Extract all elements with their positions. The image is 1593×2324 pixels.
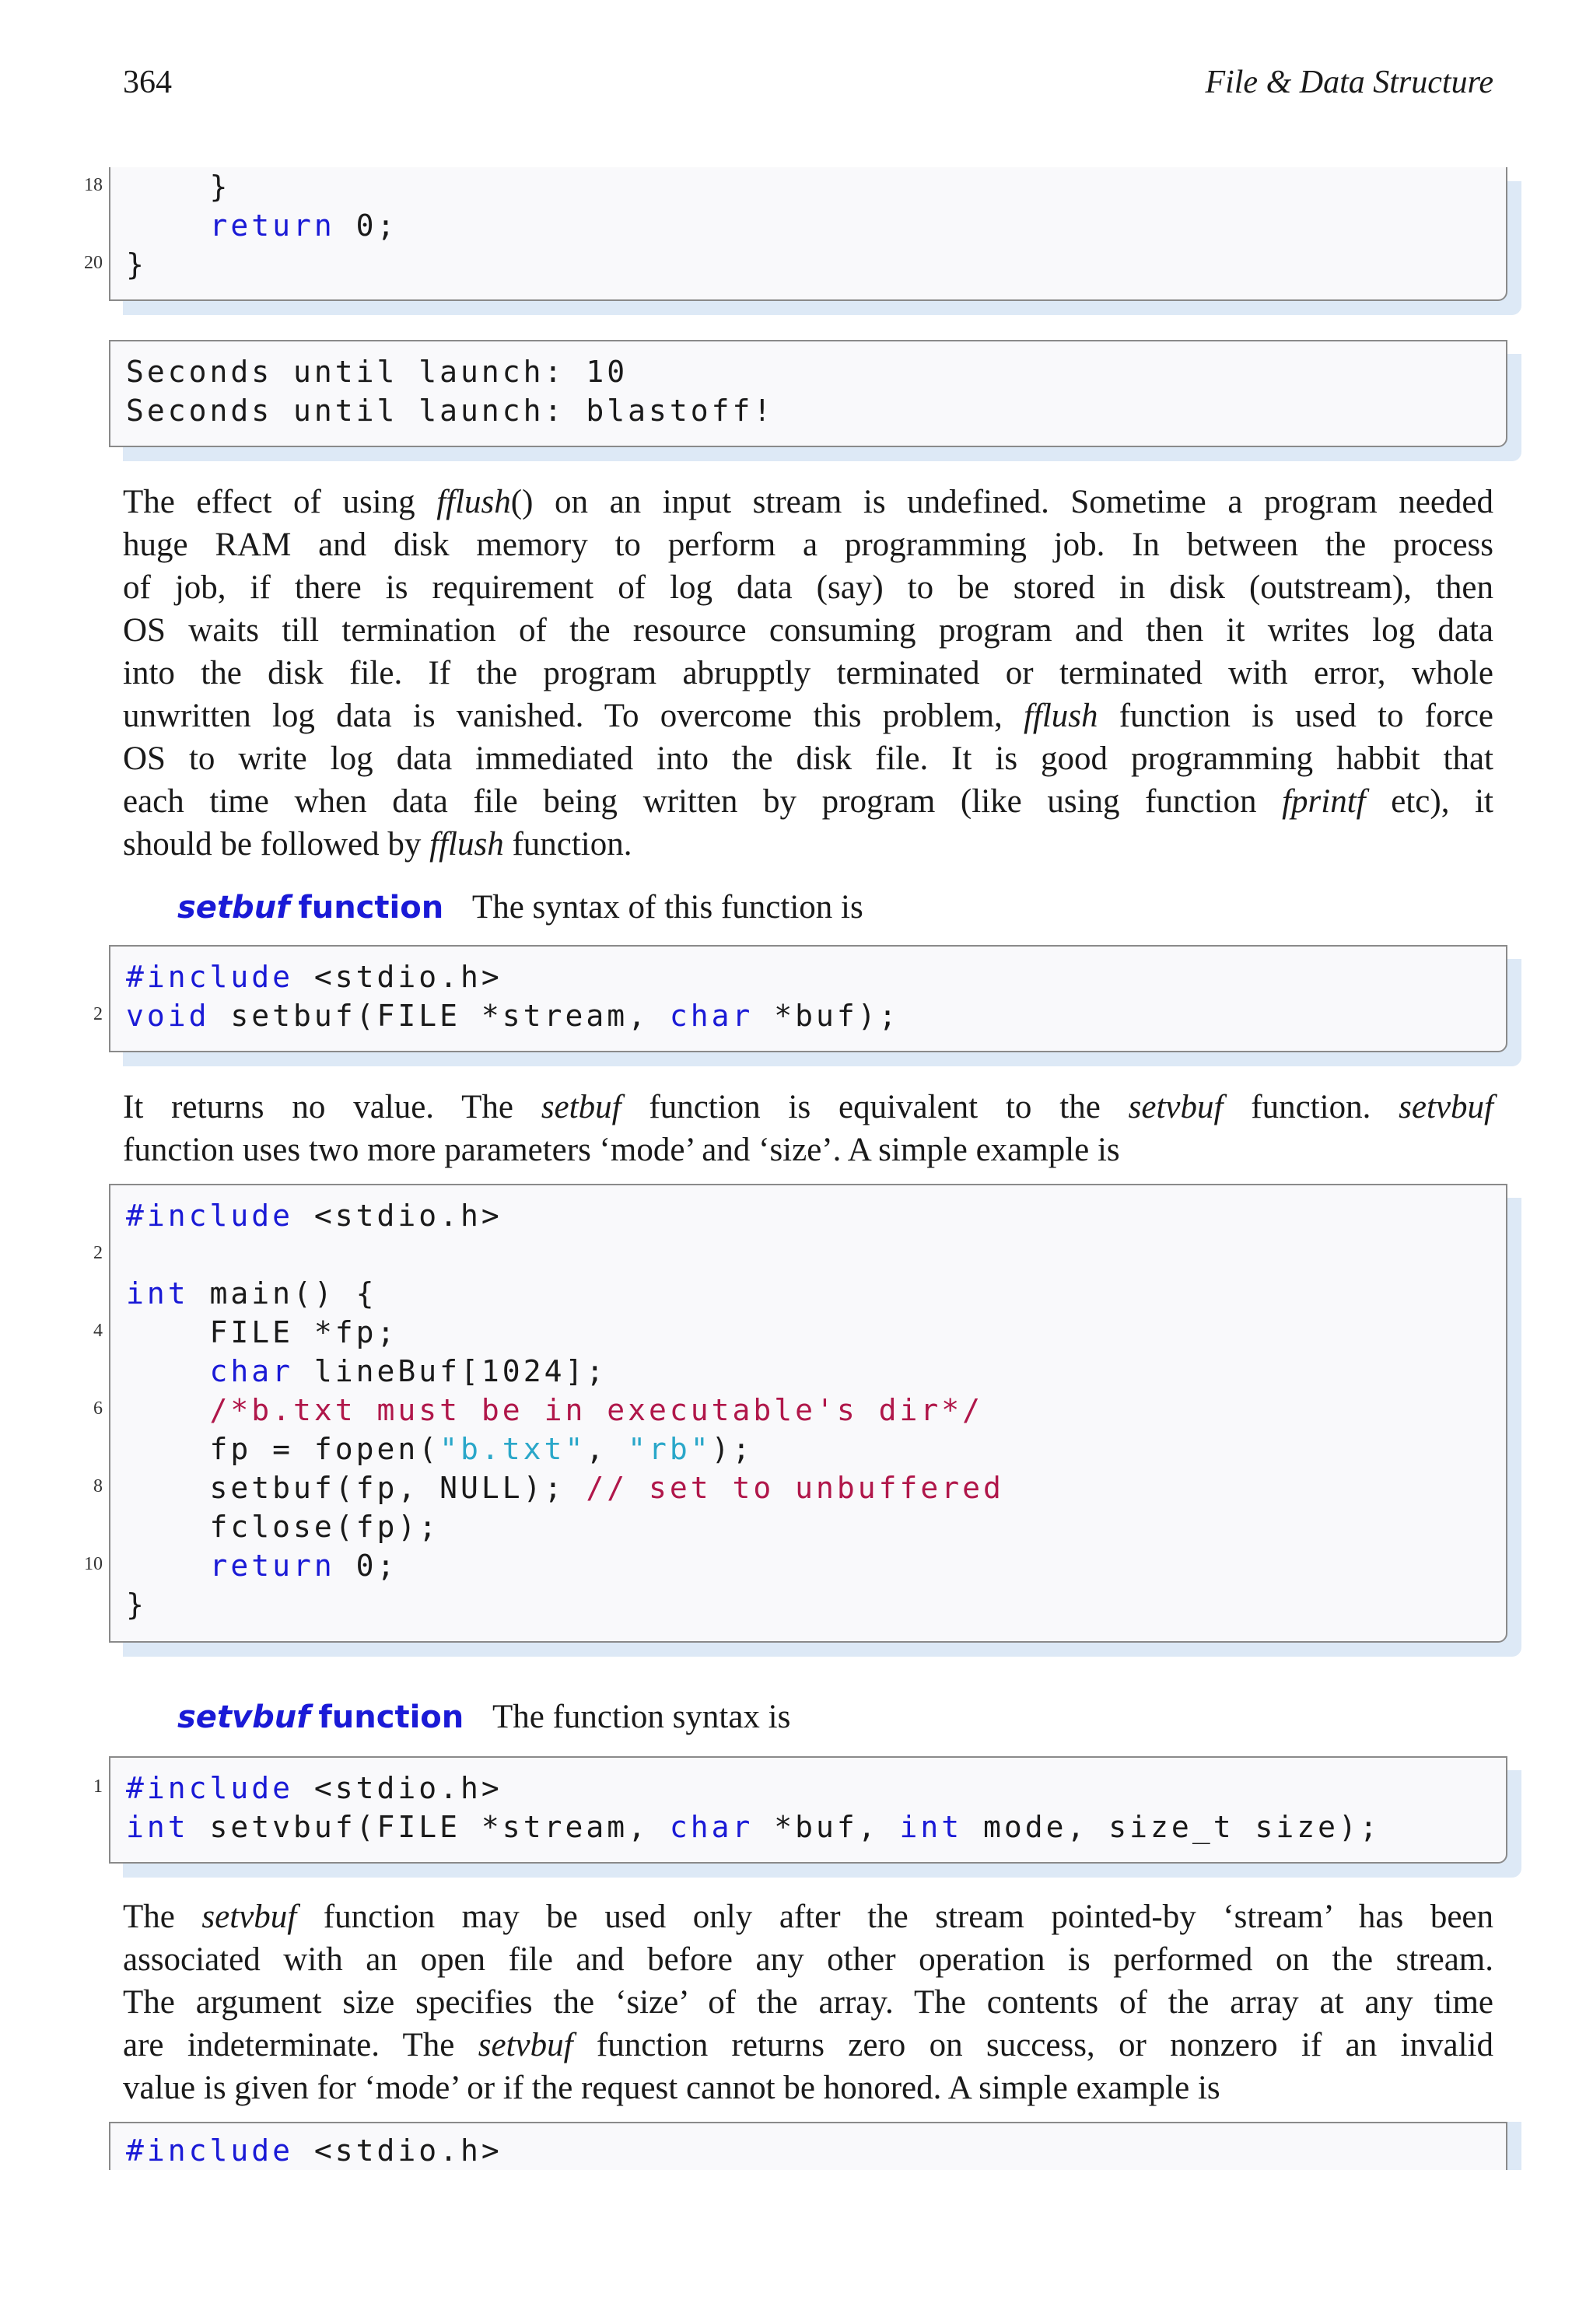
text-run: () on an input stream is undefined. Sometime a program needed [510, 484, 1493, 520]
code-token: /*b.txt must be in executable's dir*/ [209, 1393, 983, 1427]
code-token [126, 208, 210, 243]
code-line [126, 1507, 439, 1546]
page-number: 364 [123, 65, 172, 100]
code-token: return [209, 208, 335, 243]
code-token: setbuf(fp, NULL); [126, 1471, 586, 1505]
text-run: associated with an open file and before any other operation is performed on the stream. [123, 1941, 1493, 1978]
text-line [123, 2024, 1493, 2067]
text-line [123, 652, 1493, 695]
code-token: , [586, 1432, 628, 1466]
text-run: function may be used only after the stream pointed-by ‘stream’ has been [296, 1899, 1493, 1935]
italic-term: fflush [436, 484, 511, 520]
code-token: 0; [334, 1549, 398, 1583]
code-token: int [126, 1810, 189, 1844]
code-line [126, 1391, 983, 1430]
text-run: each time when data file being written by program (like using function [123, 783, 1283, 820]
text-line [123, 1086, 1493, 1129]
code-line [126, 167, 230, 206]
code-line [126, 957, 502, 996]
code-token: *buf, [753, 1810, 900, 1844]
code-line [126, 1430, 753, 1468]
text-run: into the disk file. If the program abrupptly terminated or terminated with error, whole [123, 655, 1493, 691]
text-run: of job, if there is requirement of log data (say) to be stored in disk (outstream), then [123, 569, 1493, 606]
text-line [123, 481, 1493, 523]
code-token: setbuf(FILE *stream, [209, 999, 670, 1033]
code-token: // set to unbuffered [586, 1471, 1004, 1505]
text-line [123, 1895, 1493, 1938]
code-line [126, 1808, 1381, 1846]
text-run: value is given for ‘mode’ or if the request cannot be honored. A simple example is [123, 2070, 1220, 2106]
code-token [126, 1393, 210, 1427]
code-token: char [669, 999, 754, 1033]
code-token: ); [711, 1432, 754, 1466]
code-listing-setvbuf-syntax [93, 1756, 1507, 1864]
code-token: char [209, 1354, 294, 1388]
code-line [126, 1585, 147, 1624]
setbuf-heading-text: The syntax of this function is [471, 889, 863, 926]
paragraph-setbuf [123, 1086, 1493, 1171]
code-line [126, 245, 147, 284]
code-listing-setbuf-example [84, 1184, 1507, 1643]
code-token: void [126, 999, 210, 1033]
code-token: lineBuf[1024]; [293, 1354, 607, 1388]
code-token: main() { [188, 1276, 377, 1311]
output-line: Seconds until launch: 10 [126, 355, 628, 389]
code-token: int [126, 1276, 189, 1311]
line-number: 10 [84, 1554, 103, 1574]
italic-term: setvbuf [201, 1899, 297, 1935]
text-run: are indeterminate. The [123, 2027, 478, 2063]
text-run: The effect of using [123, 484, 437, 520]
text-run: etc), it [1365, 783, 1493, 820]
setvbuf-heading-text: The function syntax is [492, 1699, 791, 1735]
code-token: #include [126, 2133, 294, 2168]
line-number: 20 [84, 253, 103, 273]
text-line [123, 780, 1493, 823]
setvbuf-heading-word: function [318, 1699, 464, 1735]
text-run: unwritten log data is vanished. To overcome this problem, [123, 698, 1024, 734]
line-number: 8 [93, 1476, 103, 1496]
code-line [126, 1352, 607, 1391]
code-token [126, 1549, 210, 1583]
code-token: <stdio.h> [293, 960, 502, 994]
text-run: function. [503, 826, 632, 863]
code-line [126, 206, 397, 245]
italic-term: setvbuf [478, 2027, 573, 2063]
code-listing-setvbuf-example [109, 2122, 1507, 2170]
line-number: 2 [93, 1004, 103, 1024]
code-line [126, 1546, 397, 1585]
code-token: #include [126, 960, 294, 994]
text-line [123, 1129, 1493, 1171]
italic-term: fflush [429, 826, 504, 863]
code-token: fclose(fp); [126, 1510, 440, 1544]
code-token: #include [126, 1199, 294, 1233]
text-line [123, 1938, 1493, 1981]
code-line [126, 1196, 502, 1235]
code-token: "rb" [628, 1432, 712, 1466]
code-token: <stdio.h> [293, 1199, 502, 1233]
code-token: <stdio.h> [293, 2133, 502, 2168]
code-token: FILE *fp; [126, 1315, 398, 1349]
code-token: setvbuf(FILE *stream, [188, 1810, 670, 1844]
text-line [123, 1981, 1493, 2024]
text-run: The argument size specifies the ‘size’ of the array. The contents of the array at any time [123, 1984, 1493, 2021]
code-token: 0; [334, 208, 398, 243]
italic-term: fprintf [1282, 783, 1366, 820]
italic-term: setvbuf [1128, 1089, 1224, 1125]
text-line [123, 566, 1493, 609]
code-line [126, 1313, 397, 1352]
running-header-title: File & Data Structure [1205, 65, 1493, 100]
code-line [126, 1274, 377, 1313]
text-run: function. [1223, 1089, 1399, 1125]
line-number: 2 [93, 1243, 103, 1263]
code-token: int [899, 1810, 963, 1844]
code-token: <stdio.h> [293, 1771, 502, 1805]
code-listing-continued [84, 167, 1507, 301]
text-line [123, 695, 1493, 737]
code-token [126, 1354, 210, 1388]
program-output-box [109, 340, 1507, 447]
text-run: function is used to force [1098, 698, 1493, 734]
code-token: fp = fopen( [126, 1432, 440, 1466]
code-line [126, 2131, 502, 2170]
italic-term: setbuf [541, 1089, 621, 1125]
text-line [123, 2067, 1493, 2109]
code-token: mode, size_t size); [962, 1810, 1381, 1844]
italic-term: setvbuf [1399, 1089, 1493, 1125]
setvbuf-heading-name: setvbuf [177, 1699, 310, 1735]
text-line [123, 523, 1493, 566]
text-line [123, 823, 1493, 866]
code-token: #include [126, 1771, 294, 1805]
text-line [123, 737, 1493, 780]
text-run: huge RAM and disk memory to perform a programming job. In between the process [123, 527, 1493, 563]
line-number: 18 [84, 175, 103, 195]
text-run: OS to write log data immediated into the disk file. It is good programming habbit that [123, 740, 1493, 777]
text-run: function returns zero on success, or nonzero if an invalid [572, 2027, 1493, 2063]
setbuf-heading [177, 888, 863, 926]
text-run: The [123, 1899, 202, 1935]
line-number: 6 [93, 1398, 103, 1419]
text-run: function is equivalent to the [621, 1089, 1129, 1125]
italic-term: fflush [1023, 698, 1098, 734]
code-token: *buf); [753, 999, 900, 1033]
code-token: char [669, 1810, 754, 1844]
code-token: } [126, 247, 147, 282]
output-line: Seconds until launch: blastoff! [126, 394, 775, 428]
text-line [123, 609, 1493, 652]
line-number: 1 [93, 1776, 103, 1797]
paragraph-fflush [123, 481, 1493, 866]
code-token: } [126, 170, 231, 204]
code-token: return [209, 1549, 335, 1583]
code-line [126, 1769, 502, 1808]
code-token: } [126, 1587, 147, 1622]
code-line [126, 1468, 1004, 1507]
setbuf-heading-name: setbuf [177, 890, 290, 926]
text-run: It returns no value. The [123, 1089, 541, 1125]
setbuf-heading-word: function [298, 890, 444, 926]
paragraph-setvbuf [123, 1895, 1493, 2109]
setvbuf-heading [177, 1698, 790, 1736]
line-number: 4 [93, 1321, 103, 1341]
text-run: should be followed by [123, 826, 430, 863]
code-token: "b.txt" [439, 1432, 586, 1466]
text-run: function uses two more parameters ‘mode’ and ‘size’. A simple example is [123, 1132, 1120, 1168]
code-line [126, 996, 900, 1035]
text-run: OS waits till termination of the resource consuming program and then it writes log data [123, 612, 1493, 649]
code-listing-setbuf-syntax [93, 945, 1507, 1052]
